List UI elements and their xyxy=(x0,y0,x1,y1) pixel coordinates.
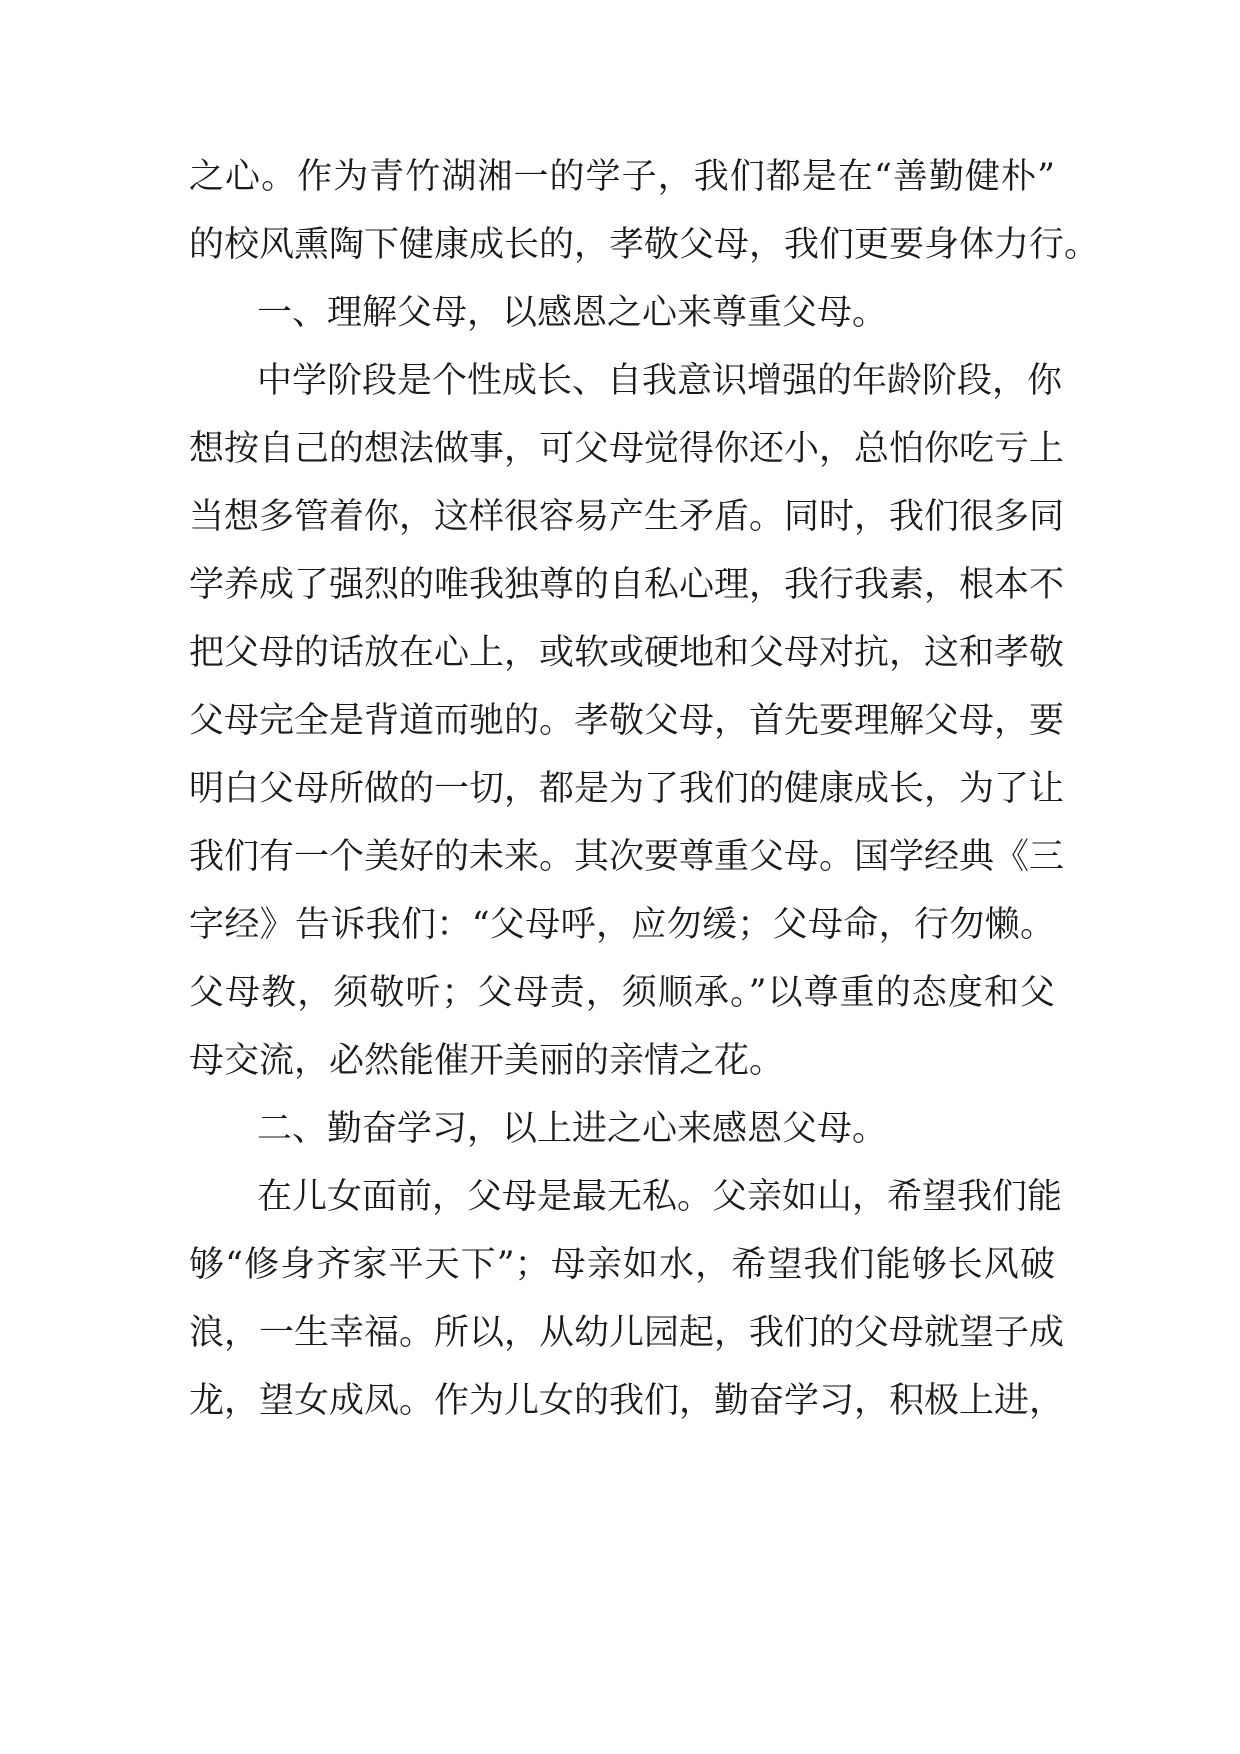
text-line: 想按自己的想法做事，可父母觉得你还小，总怕你吃亏上 xyxy=(189,429,1065,469)
text-line: 字经》告诉我们：“父母呼，应勿缓；父母命，行勿懒。 xyxy=(189,905,1055,945)
text-line: 龙，望女成凤。作为儿女的我们，勤奋学习，积极上进， xyxy=(189,1381,1065,1421)
text-line: 学养成了强烈的唯我独尊的自私心理，我行我素，根本不 xyxy=(189,565,1065,605)
text-line: 父母完全是背道而驰的。孝敬父母，首先要理解父母，要 xyxy=(189,701,1065,741)
text-line: 父母教，须敬听；父母责，须顺承。”以尊重的态度和父 xyxy=(189,973,1055,1013)
text-line: 的校风熏陶下健康成长的，孝敬父母，我们更要身体力行。 xyxy=(189,225,1100,265)
text-line: 浪，一生幸福。所以，从幼儿园起，我们的父母就望子成 xyxy=(189,1313,1065,1353)
text-line: 当想多管着你，这样很容易产生矛盾。同时，我们很多同 xyxy=(189,497,1065,537)
section-heading-1: 一、理解父母，以感恩之心来尊重父母。 xyxy=(257,293,888,333)
section-heading-2: 二、勤奋学习，以上进之心来感恩父母。 xyxy=(257,1109,888,1149)
text-line: 之心。作为青竹湖湘一的学子，我们都是在“善勤健朴” xyxy=(189,157,1055,197)
text-line: 中学阶段是个性成长、自我意识增强的年龄阶段，你 xyxy=(257,361,1063,401)
text-line: 明白父母所做的一切，都是为了我们的健康成长，为了让 xyxy=(189,769,1065,809)
text-line: 母交流，必然能催开美丽的亲情之花。 xyxy=(189,1041,785,1081)
text-line: 在儿女面前，父母是最无私。父亲如山，希望我们能 xyxy=(257,1177,1063,1217)
text-line: 我们有一个美好的未来。其次要尊重父母。国学经典《三 xyxy=(189,837,1065,877)
text-line: 把父母的话放在心上，或软或硬地和父母对抗，这和孝敬 xyxy=(189,633,1065,673)
text-line: 够“修身齐家平天下”；母亲如水，希望我们能够长风破 xyxy=(189,1245,1055,1285)
